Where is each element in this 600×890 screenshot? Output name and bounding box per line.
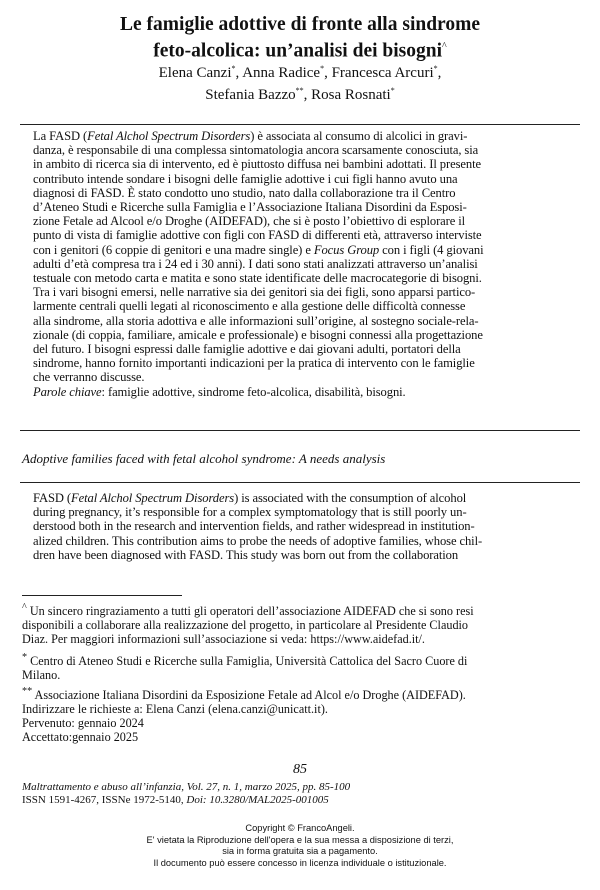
keywords-label: Parole chiave: [33, 384, 102, 399]
abstract-top-rule: [20, 124, 580, 125]
abstract-line: larmente centrali quelli legati al riconoscimento e alla gestione delle difficoltà connesse: [33, 299, 466, 314]
author-separator: ,: [235, 65, 243, 81]
abstract-bottom-rule: [20, 430, 580, 431]
copyright-notice: [0, 823, 600, 869]
abstract-line: sindrome, hanno fornito importanti indicazioni per la pratica di intervento con le famiglie: [33, 356, 475, 371]
page-number: 85: [293, 762, 307, 777]
abstract-line: danza, è responsabile di una complessa sintomatologia ancora scarsamente conosciuta, sia: [33, 143, 479, 158]
abstract-line: d’Ateneo Studi e Ricerche sulla Famiglia e l’Associazione Italiana Disordini da Esposi-: [33, 200, 467, 215]
author: Anna Radice: [242, 65, 321, 81]
author-line-2: [20, 82, 580, 104]
footnote-marker: *: [22, 652, 28, 663]
abstract-line: La FASD (Fetal Alchol Spectrum Disorders) è associata al consumo di alcolici in gravi-: [33, 129, 468, 143]
title-line-1: Le famiglie adottive di fronte alla sindrome: [120, 14, 480, 35]
journal-info: [22, 781, 582, 807]
author: Rosa Rosnati: [311, 87, 391, 103]
affiliation-mark: *: [320, 64, 325, 73]
journal-doi: Doi: 10.3280/MAL2025-001005: [186, 794, 329, 806]
english-title: Adoptive families faced with fetal alcohol syndrome: A needs analysis: [22, 451, 386, 466]
affiliation-mark: *: [390, 86, 395, 95]
abstract-line: diagnosi di FASD. È stato condotto uno studio, nato dalla collaborazione tra il Centro: [33, 185, 456, 200]
footnote-rule: [22, 595, 182, 596]
footnote-marker: **: [22, 686, 33, 698]
footnote-link-line: Diaz. Per maggiori informazioni sull’associazione si veda: https://www.aidefad.it/.: [22, 632, 425, 647]
abstract-line: contributo intende sondare i bisogni delle famiglie adottive i cui figli hanno avuto una: [33, 171, 458, 186]
author-line-1: [20, 60, 580, 82]
abstract-line: FASD (Fetal Alchol Spectrum Disorders) is associated with the consumption of alcohol: [33, 491, 467, 505]
author: Stefania Bazzo: [205, 87, 296, 103]
journal-issn: ISSN 1591-4267, ISSNe 1972-5140,: [22, 794, 187, 806]
author-separator: ,: [324, 65, 332, 81]
abstract-line: del futuro. I bisogni espressi dalle famiglie adottive e dai giovani adulti, portatori della: [33, 342, 461, 357]
abstract-line: zionale (di coppia, familiare, amicale e professionale) e bisogni connessi alla progettazione: [33, 327, 483, 342]
english-abstract-top-rule: [20, 482, 580, 483]
author: Elena Canzi: [158, 65, 232, 81]
abstract-english: [33, 491, 573, 562]
abstract-line: during pregnancy, it’s responsible for a complex symptomatology that is still poorly un-: [33, 505, 467, 520]
footnote-marker: ^: [22, 602, 27, 613]
title-footnote-marker: ^: [442, 41, 447, 52]
copyright-line: Copyright © FrancoAngeli.: [245, 823, 355, 833]
author-separator: ,: [303, 87, 312, 103]
keywords-text: : famiglie adottive, sindrome feto-alcolica, disabilità, bisogni.: [101, 384, 406, 399]
abstract-line: in ambito di ricerca sia di intervento, ed è piuttosto diffusa nei bambini adottati. Il presente: [33, 157, 481, 172]
received-date: Pervenuto: gennaio 2024: [22, 716, 144, 731]
abstract-line: derstood both in the research and intervention fields, and rather widespread in institution-: [33, 519, 475, 534]
abstract-line: zione Fetale ad Alcool e/o Droghe (AIDEFAD), che si è posto l’obiettivo di esplorare il: [33, 214, 466, 229]
abstract-line: punto di vista di famiglie adottive con figli con FASD di differenti età, attraverso interviste: [33, 228, 482, 243]
author-separator: ,: [437, 65, 442, 81]
keywords: [33, 385, 573, 399]
affiliation-mark: **: [295, 86, 304, 95]
copyright-line: Il documento può essere concesso in licenza individuale o istituzionale.: [153, 857, 447, 868]
title-line-2: feto-alcolica: un’analisi dei bisogni: [153, 40, 443, 62]
abstract-line: dren have been diagnosed with FASD. This study was born out from the collaboration: [33, 547, 459, 562]
footnote-acknowledgement: ^ Un sincero ringraziamento a tutti gli operatori dell’associazione AIDEFAD che si sono resi disponibili a collaborare alla realizzazione del progetto, in particolare al Presidente Claudio Diaz. Per maggiori informazioni sull’associazione si veda: https://www.aidefad.it/.: [22, 601, 578, 646]
abstract-line: che verranno discusse.: [33, 370, 145, 385]
journal-citation: Maltrattamento e abuso all’infanzia, Vol. 27, n. 1, marzo 2025, pp. 85-100: [22, 781, 351, 793]
copyright-line: E' vietata la Riproduzione dell'opera e la sua messa a disposizione di terzi,: [146, 834, 454, 845]
accepted-date: Accettato:gennaio 2025: [22, 730, 139, 745]
copyright-line: sia in forma gratuita sia a pagamento.: [222, 846, 378, 856]
abstract-line: alla sindrome, alla storia adottiva e alle informazioni sull’origine, al sostegno sociale-rela-: [33, 313, 479, 328]
abstract-line: testuale con metodo carta e matita e sono state identificate delle macrocategorie di bisogni.: [33, 271, 482, 286]
affiliation-mark: *: [231, 64, 236, 73]
abstract-italian: [33, 129, 573, 399]
affiliation-mark: *: [433, 64, 438, 73]
author-list: [20, 60, 580, 104]
abstract-line: adulti d’età compresa tra i 24 ed i 30 anni). I dati sono stati analizzati attraverso un’analisi: [33, 256, 478, 271]
abstract-line: Tra i vari bisogni emersi, nelle narrative sia dei genitori sia dei figli, sono apparsi partico-: [33, 285, 476, 300]
footnote-affiliations: * Centro di Ateneo Studi e Ricerche sulla Famiglia, Università Cattolica del Sacro Cuore di Milano. ** Associazione Italiana Disordini da Esposizione Fetale ad Alcol e/o Droghe (AIDEFAD). Indirizzare le richieste a: Elena Canzi (elena.canzi@unicatt.it). Pervenuto: gennaio 2024 Accettato:gennaio 2025: [22, 651, 578, 744]
article-title: [20, 14, 580, 63]
contact-line: Indirizzare le richieste a: Elena Canzi (elena.canzi@unicatt.it).: [22, 702, 328, 717]
author: Francesca Arcuri: [331, 65, 434, 81]
abstract-line: con i genitori (6 coppie di genitori e una madre single) e Focus Group con i figli (4 giovani: [33, 242, 484, 257]
abstract-line: alized children. This contribution aims to probe the needs of adoptive families, whose chil-: [33, 533, 483, 548]
